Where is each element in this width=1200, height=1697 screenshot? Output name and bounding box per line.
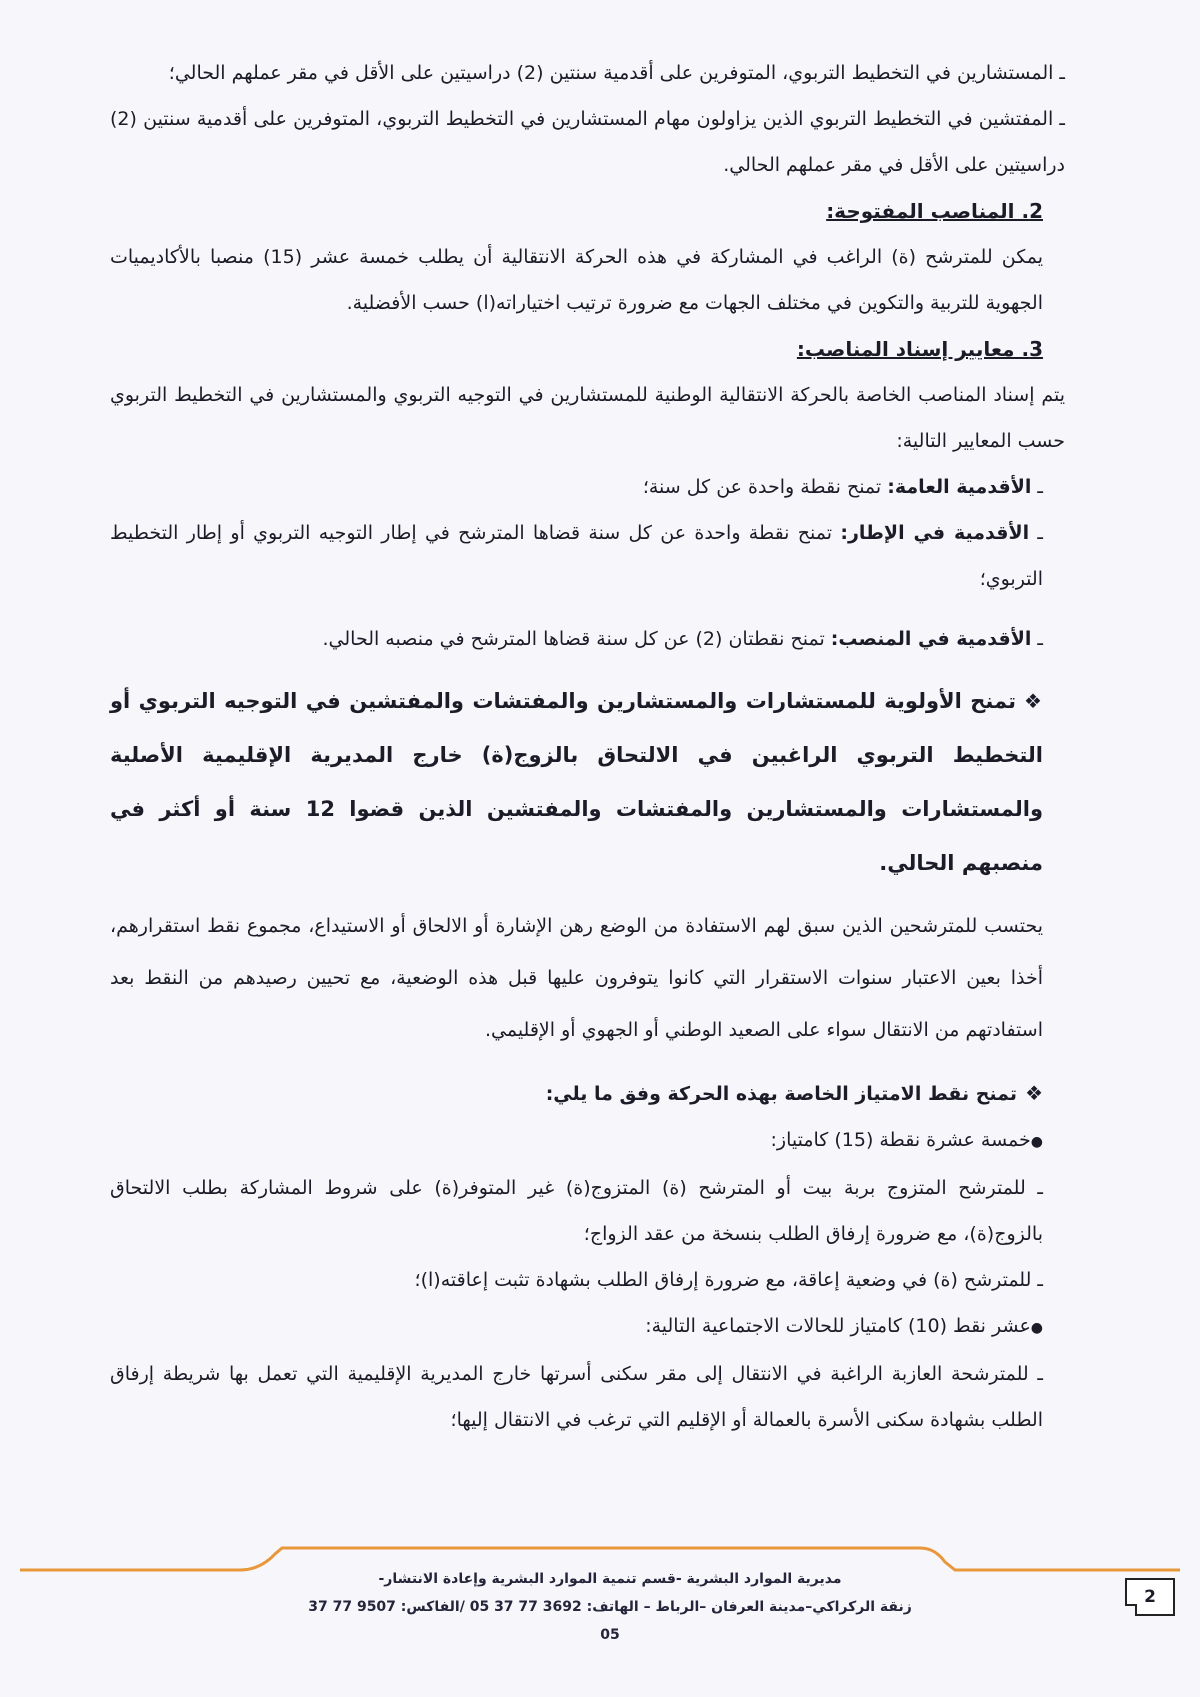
priority-statement [110,674,1065,890]
bonus-married-candidate: ـ للمترشح المتزوج بربة بيت أو المترشح (ة) المتزوج(ة) غير المتوفر(ة) على شروط المشاركة بطلب الالتحاق بالزوج(ة)، مع ضرورة إرفاق الطلب بنسخة من عقد الزواج؛ [110,1177,1043,1245]
bonus-single-female-candidate: ـ للمترشحة العازبة الراغبة في الانتقال إلى مقر سكنى أسرتها خارج المديرية الإقليمية التي تعمل بها شريطة إرفاق الطلب بشهادة سكنى الأسرة بالعمالة أو الإقليم التي ترغب في الانتقال إليها؛ [110,1363,1043,1431]
bonus-ten-points [110,1303,1065,1351]
bonus-points-title [110,1070,1065,1117]
criterion-text: تمنح نقطتان (2) عن كل سنة قضاها المترشح في منصبه الحالي. [322,628,825,650]
bonus-item-text: خمسة عشرة نقطة (15) كامتياز: [770,1129,1031,1151]
criterion-label: الأقدمية في المنصب: [830,628,1032,650]
paragraph-criteria-intro: يتم إسناد المناصب الخاصة بالحركة الانتقالية الوطنية للمستشارين في التوجيه التربوي والمستشارين في التخطيط التربوي حسب المعايير التالية: [110,384,1065,452]
bullet-dot-icon: ● [1030,1320,1043,1336]
paragraph-seniority-calculation: يحتسب للمترشحين الذين سبق لهم الاستفادة من الوضع رهن الإشارة أو الالحاق أو الاستيداع، مجموع نقط استقرارهم، أخذا بعين الاعتبار سنوات الاستقرار التي كانوا يتوفرون عليها قبل هذه الوضعية، مع تحيين رصيدهم من النقط بعد استفادتهم من الانتقال سواء على الصعيد الوطني أو الجهوي أو الإقليمي. [110,915,1043,1041]
footer-department: مديرية الموارد البشرية -قسم تنمية الموارد البشرية وإعادة الانتشار- [378,1571,842,1587]
heading-open-positions: 2. المناصب المفتوحة: [826,199,1043,223]
bonus-item-text: عشر نقط (10) كامتياز للحالات الاجتماعية التالية: [645,1315,1031,1337]
criterion-text: تمنح نقطة واحدة عن كل سنة؛ [642,476,882,498]
paragraph-counselors-planning: ـ المستشارين في التخطيط التربوي، المتوفرين على أقدمية سنتين (2) دراسيتين على الأقل في مقر عملهم الحالي؛ [168,62,1065,84]
paragraph-open-positions: يمكن للمترشح (ة) الراغب في المشاركة في هذه الحركة الانتقالية أن يطلب خمسة عشر (15) منصبا بالأكاديميات الجهوية للتربية والتكوين في مختلف الجهات مع ضرورة ترتيب اختياراته(ا) حسب الأفضلية. [110,246,1044,314]
criterion-text: تمنح نقطة واحدة عن كل سنة قضاها المترشح في إطار التوجيه التربوي أو إطار التخطيط التربوي؛ [110,522,1043,590]
criterion-grade-seniority: ـ الأقدمية في الإطار: تمنح نقطة واحدة عن كل سنة قضاها المترشح في إطار التوجيه التربوي أو إطار التخطيط التربوي؛ [110,522,1043,590]
page-body [110,50,1065,1443]
bonus-disabled-candidate: ـ للمترشح (ة) في وضعية إعاقة، مع ضرورة إرفاق الطلب بشهادة تثبت إعاقته(ا)؛ [414,1269,1043,1291]
criterion-label: الأقدمية في الإطار: [840,522,1030,544]
bonus-title-text: تمنح نقط الامتياز الخاصة بهذه الحركة وفق ما يلي: [545,1083,1018,1105]
heading-assignment-criteria: 3. معايير إسناد المناصب: [796,337,1043,361]
page-number: 2 [1125,1578,1175,1616]
diamond-bullet-icon: ❖ [1025,1081,1043,1105]
priority-text: تمنح الأولوية للمستشارات والمستشارين والمفتشات والمفتشين في التوجيه التربوي أو التخطيط التربوي الراغبين في الالتحاق بالزوج(ة) خارج المديرية الإقليمية الأصلية والمستشارات والمستشارين والمفتشات والمفتشين الذين قضوا 12 سنة أو أكثر في منصبهم الحالي. [110,689,1043,875]
criterion-post-seniority: ـ الأقدمية في المنصب: تمنح نقطتان (2) عن كل سنة قضاها المترشح في منصبه الحالي. [322,628,1043,650]
bullet-dot-icon: ● [1030,1134,1043,1150]
bonus-fifteen-points [110,1117,1065,1165]
criterion-label: الأقدمية العامة: [887,476,1032,498]
criterion-general-seniority: ـ الأقدمية العامة: تمنح نقطة واحدة عن كل سنة؛ [642,476,1043,498]
paragraph-inspectors-planning: ـ المفتشين في التخطيط التربوي الذين يزاولون مهام المستشارين في التخطيط التربوي، المتوفرين على أقدمية سنتين (2) دراسيتين على الأقل في مقر عملهم الحالي. [110,108,1065,176]
footer-contact: زنقة الركراكي–مدينة العرفان –الرباط – الهاتف: 3692 77 37 05 /الفاكس: 9507 77 37 05 [308,1599,912,1643]
footer-address [300,1565,920,1649]
diamond-bullet-icon: ❖ [1023,689,1043,713]
